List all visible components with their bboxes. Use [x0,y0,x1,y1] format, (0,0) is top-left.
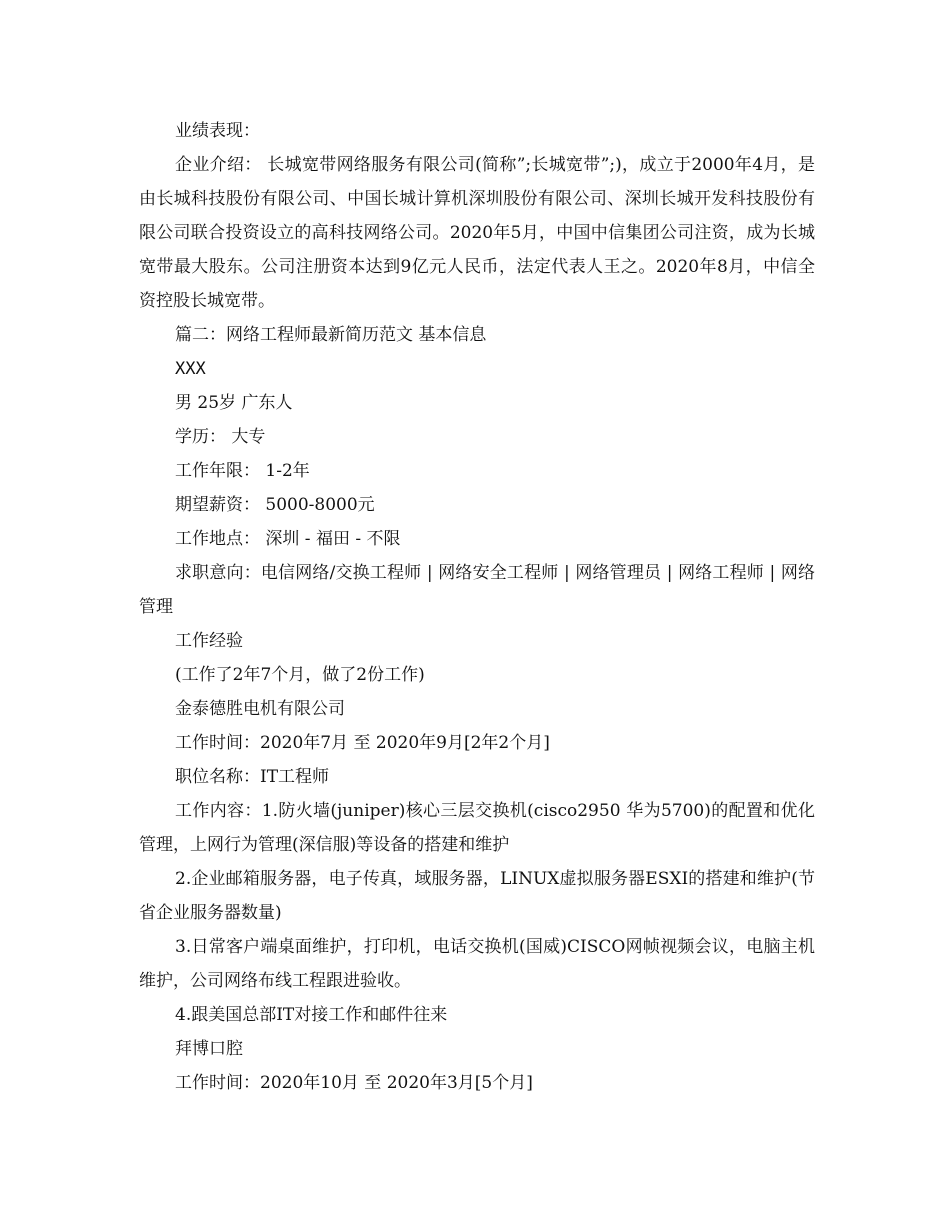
resume-section-title: 篇二：网络工程师最新简历范文 基本信息 [175,325,487,345]
work-period-2: 工作时间：2020年10月 至 2020年3月[5个月] [175,1073,533,1093]
job-title-1: 职位名称：IT工程师 [175,767,330,787]
company-name-1: 金泰德胜电机有限公司 [175,699,345,719]
work-years-line: 工作年限： 1-2年 [175,461,310,481]
job-duty-3: 3.日常客户端桌面维护，打印机，电话交换机(国威)CISCO网帧视频会议，电脑主机维护，公司网络布线工程跟进验收。 [139,937,815,991]
job-duty-2: 2.企业邮箱服务器，电子传真，域服务器，LINUX虚拟服务器ESXI的搭建和维护(节省企业服务器数量) [139,869,815,923]
work-location-line: 工作地点： 深圳 - 福田 - 不限 [175,529,401,549]
education-line: 学历： 大专 [175,427,266,447]
expected-salary-line: 期望薪资： 5000-8000元 [175,495,375,515]
work-experience-summary: (工作了2年7个月，做了2份工作) [175,665,425,685]
job-duty-4: 4.跟美国总部IT对接工作和邮件往来 [175,1005,448,1025]
work-experience-heading: 工作经验 [175,631,243,651]
company-name-2: 拜博口腔 [175,1039,243,1059]
performance-heading: 业绩表现： [175,121,260,141]
job-duty-1: 工作内容：1.防火墙(juniper)核心三层交换机(cisco2950 华为5700)的配置和优化管理，上网行为管理(深信服)等设备的搭建和维护 [139,801,815,855]
job-intention-line: 求职意向：电信网络/交换工程师 | 网络安全工程师 | 网络管理员 | 网络工程师 | 网络管理 [139,563,815,617]
document-page [139,114,815,1100]
candidate-basic-info: 男 25岁 广东人 [175,393,293,413]
work-period-1: 工作时间：2020年7月 至 2020年9月[2年2个月] [175,733,550,753]
company-intro-paragraph: 企业介绍： 长城宽带网络服务有限公司(简称”;长城宽带”;)，成立于2000年4月，是由长城科技股份有限公司、中国长城计算机深圳股份有限公司、深圳长城开发科技股份有限公司联合投资设立的高科技网络公司。2020年5月，中国中信集团公司注资，成为长城宽带最大股东。公司注册资本达到9亿元人民币，法定代表人王之。2020年8月，中信全资控股长城宽带。 [139,155,815,311]
candidate-name: XXX [175,359,206,379]
